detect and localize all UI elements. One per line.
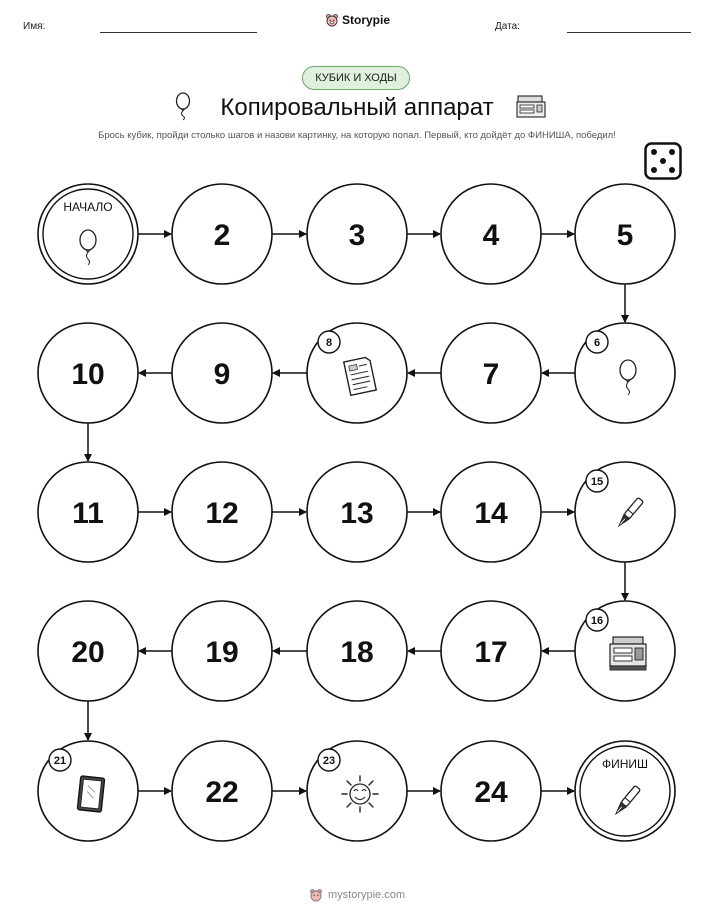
cell-circle [38,184,138,284]
cell-number: 6 [593,337,601,349]
cell-number: 5 [616,219,634,252]
cell-number: 22 [205,776,239,809]
board-cell-15[interactable] [575,462,675,562]
board-cell-21[interactable] [38,741,138,841]
cell-number: 10 [71,358,105,391]
copier-icon [610,637,646,670]
game-type-tag: КУБИК И ХОДЫ [302,66,410,90]
board-cell-11[interactable] [38,462,138,562]
board-cell-8[interactable] [307,323,407,423]
cell-number: 23 [322,755,336,767]
board-cell-24[interactable] [441,741,541,841]
sun-icon [342,776,378,812]
bear-mascot-icon [309,888,323,902]
page-title: Копировальный аппарат [220,94,494,121]
cell-number: 7 [482,358,500,391]
cell-number: 15 [590,476,604,488]
finish-label: ФИНИШ [601,757,649,771]
instructions: Брось кубик, пройди столько шагов и назови картинку, на которую попал. Первый, кто дойдёт до ФИНИША, победил! [98,130,616,141]
cell-number: 20 [71,636,105,669]
board-cell-13[interactable] [307,462,407,562]
tablet-icon [77,776,104,812]
name-label: Имя: [23,21,46,32]
cell-number: 12 [205,497,239,530]
footer [309,888,405,902]
board-cell-18[interactable] [307,601,407,701]
cell-number: 8 [325,337,333,349]
board-cell-16[interactable] [575,601,675,701]
board-cell-9[interactable] [172,323,272,423]
cell-number: 24 [474,776,508,809]
brand-name: Storypie [342,13,391,27]
cell-number: 18 [340,636,374,669]
board-cell-25[interactable] [575,741,675,841]
start-label: НАЧАЛО [63,200,113,214]
board-cell-19[interactable] [172,601,272,701]
board-cell-12[interactable] [172,462,272,562]
board-cell-17[interactable] [441,601,541,701]
cell-number: 2 [213,219,231,252]
board-cell-20[interactable] [38,601,138,701]
cell-number: 17 [474,636,508,669]
cell-number: 19 [205,636,239,669]
cell-number: 14 [474,497,508,530]
board-cell-10[interactable] [38,323,138,423]
cell-number: 4 [482,219,500,252]
board-cell-4[interactable] [441,184,541,284]
board-cell-6[interactable] [575,323,675,423]
board-cell-22[interactable] [172,741,272,841]
board-cell-5[interactable] [575,184,675,284]
cell-number: 16 [590,615,604,627]
board-cell-14[interactable] [441,462,541,562]
footer-site: mystorypie.com [328,889,406,901]
cell-number: 9 [213,358,231,391]
cell-number: 13 [340,497,374,530]
board-cell-3[interactable] [307,184,407,284]
board-cell-7[interactable] [441,323,541,423]
date-label: Дата: [495,21,520,32]
cell-circle [575,741,675,841]
cell-number: 21 [53,755,67,767]
board-cell-1[interactable] [38,184,138,284]
cell-number: 11 [72,497,104,530]
board-cell-2[interactable] [172,184,272,284]
board-cell-23[interactable] [307,741,407,841]
cell-number: 3 [348,219,366,252]
